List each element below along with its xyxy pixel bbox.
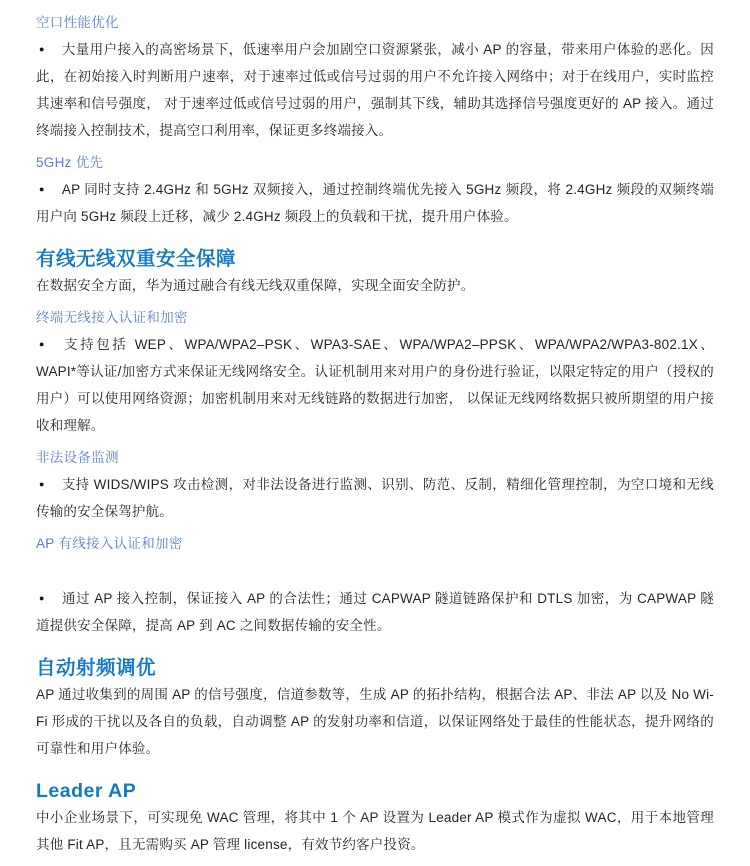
sub-heading-rogue-device-detection: 非法设备监测	[36, 450, 119, 465]
sub-heading-terminal-auth-encryption: 终端无线接入认证和加密	[36, 310, 188, 325]
bullet-paragraph-air-interface	[36, 36, 714, 144]
paragraph-auto-rf-tuning: AP 通过收集到的周围 AP 的信号强度，信道参数等，生成 AP 的拓扑结构，根据合法 AP、非法 AP 以及 No Wi-Fi 形成的干扰以及各自的负载，自动调整 AP 的发射功率和信道，以保证网络处于最佳的性能状态，提升网络的可靠性和用户体验。	[36, 687, 714, 756]
bullet-dot-icon: ●	[39, 184, 45, 194]
bullet-dot-icon: ●	[39, 339, 48, 349]
paragraph-leader-ap: 中小企业场景下，可实现免 WAC 管理，将其中 1 个 AP 设置为 Leader AP 模式作为虚拟 WAC，用于本地管理其他 Fit AP，且无需购买 AP 管理 license，有效节约客户投资。	[36, 810, 714, 852]
sub-heading-air-interface-optimization: 空口性能优化	[36, 15, 119, 30]
bullet-text-ap-wired-auth: 通过 AP 接入控制，保证接入 AP 的合法性；通过 CAPWAP 隧道链路保护和 DTLS 加密，为 CAPWAP 隧道提供安全保障，提高 AP 到 AC 之间数据传输的安全性。	[36, 591, 714, 633]
bullet-text-5ghz: AP 同时支持 2.4GHz 和 5GHz 双频接入，通过控制终端优先接入 5GHz 频段，将 2.4GHz 频段的双频终端用户向 5GHz 频段上迁移，减少 2.4GHz 频段上的负载和干扰，提升用户体验。	[36, 182, 714, 224]
sub-heading-ap-wired-auth-encryption: AP 有线接入认证和加密	[36, 536, 183, 551]
bullet-paragraph-rogue-detection	[36, 471, 714, 525]
bullet-paragraph-5ghz	[36, 176, 714, 230]
sub-heading-5ghz-priority: 5GHz 优先	[36, 155, 104, 170]
section-heading-leader-ap: Leader AP	[36, 780, 137, 802]
bullet-paragraph-terminal-auth	[36, 331, 714, 439]
bullet-dot-icon: ●	[39, 479, 45, 489]
bullet-paragraph-ap-wired-auth	[36, 585, 714, 639]
bullet-dot-icon: ●	[39, 44, 45, 54]
bullet-text-air-interface: 大量用户接入的高密场景下，低速率用户会加剧空口资源紧张，减小 AP 的容量，带来用户体验的恶化。因此，在初始接入时判断用户速率，对于速率过低或信号过弱的用户不允许接入网络中；对于在线用户，实时监控其速率和信号强度， 对于速率过低或信号过弱的用户，强制其下线，辅助其选择信号强度更好的 AP 接入。通过终端接入控制技术，提高空口利用率，保证更多终端接入。	[36, 42, 714, 138]
paragraph-dual-security-intro: 在数据安全方面，华为通过融合有线无线双重保障，实现全面安全防护。	[36, 278, 475, 293]
section-heading-auto-rf-tuning: 自动射频调优	[36, 657, 157, 679]
bullet-text-terminal-auth: 支持包括 WEP、WPA/WPA2–PSK、WPA3-SAE、WPA/WPA2–PPSK、WPA/WPA2/WPA3-802.1X、WAPI*等认证/加密方式来保证无线网络安全。认证机制用来对用户的身份进行验证，以限定特定的用户（授权的用户）可以使用网络资源；加密机制用来对无线链路的数据进行加密， 以保证无线网络数据只被所期望的用户接收和理解。	[36, 337, 715, 433]
bullet-text-rogue-detection: 支持 WIDS/WIPS 攻击检测，对非法设备进行监测、识别、防范、反制，精细化管理控制，为空口境和无线传输的安全保驾护航。	[36, 477, 714, 519]
section-heading-dual-security: 有线无线双重安全保障	[36, 248, 237, 270]
bullet-dot-icon: ●	[39, 593, 45, 603]
